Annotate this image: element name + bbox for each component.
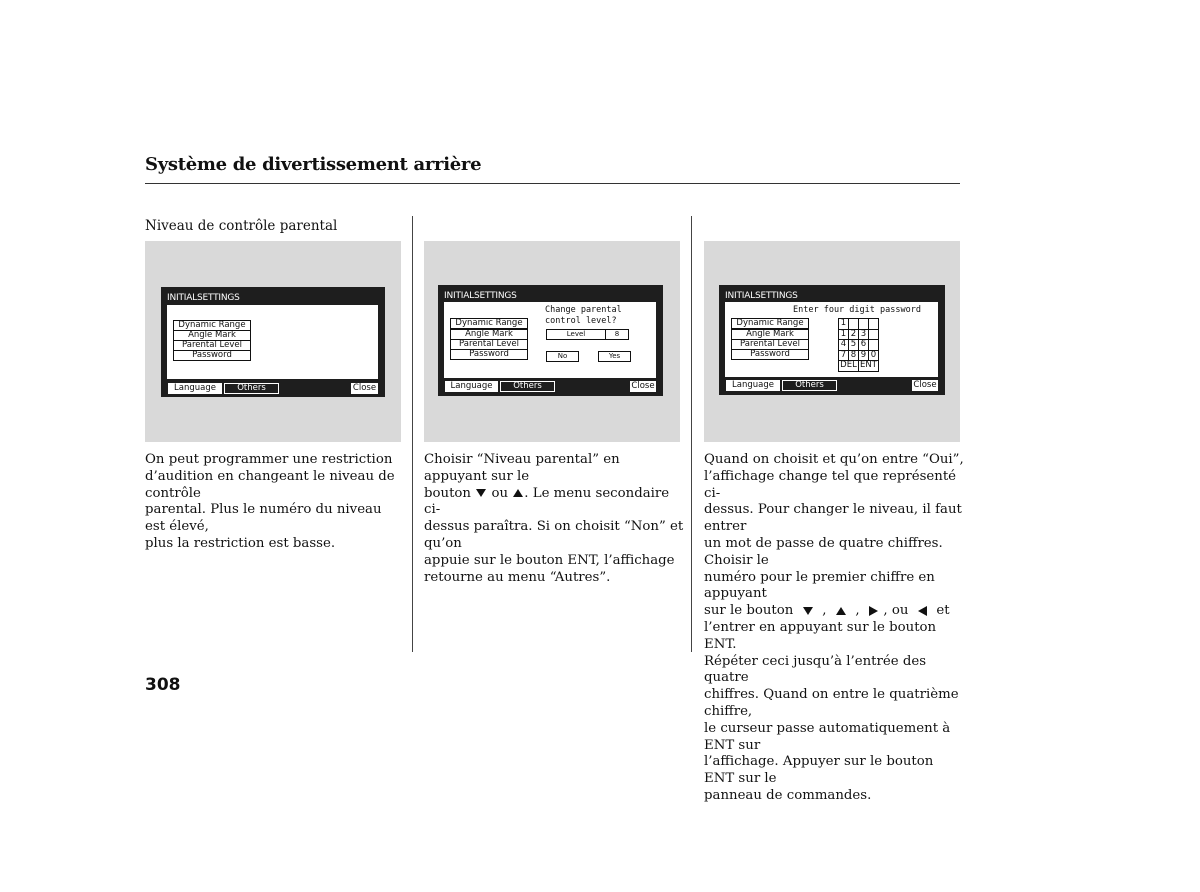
screen-initial-settings bbox=[161, 287, 385, 397]
menu-item-password[interactable]: Password bbox=[173, 350, 251, 361]
keypad-key-7[interactable]: 7 bbox=[839, 350, 849, 361]
menu-item-angle-mark[interactable]: Angle Mark bbox=[173, 330, 251, 341]
figure-panel-2 bbox=[424, 241, 680, 442]
keypad-empty bbox=[869, 340, 879, 351]
screen-body bbox=[444, 302, 656, 378]
close-button[interactable]: Close bbox=[352, 383, 377, 393]
screen-enter-password bbox=[719, 285, 945, 395]
menu-item-dynamic-range[interactable]: Dynamic Range bbox=[450, 318, 528, 329]
others-button[interactable]: Others bbox=[782, 380, 837, 391]
text-line: l’affichage. Appuyer sur le bouton ENT sur le bbox=[704, 754, 934, 787]
text-fragment: bouton bbox=[424, 485, 471, 501]
menu-item-password[interactable]: Password bbox=[450, 349, 528, 360]
menu-item-password[interactable]: Password bbox=[731, 349, 809, 360]
keypad-key-2[interactable]: 2 bbox=[849, 329, 859, 340]
menu-item-dynamic-range[interactable]: Dynamic Range bbox=[731, 318, 809, 329]
keypad-del[interactable]: DEL bbox=[840, 360, 857, 371]
down-arrow-icon bbox=[803, 607, 813, 615]
text-fragment: , bbox=[822, 603, 827, 619]
others-button[interactable]: Others bbox=[500, 381, 555, 392]
text-line: numéro pour le premier chiffre en appuyant bbox=[704, 569, 935, 602]
text-line: l’affichage change tel que représenté ci- bbox=[704, 468, 957, 501]
text-fragment: ou bbox=[491, 485, 509, 501]
up-arrow-icon bbox=[513, 489, 523, 497]
paragraph-col-3 bbox=[704, 452, 966, 805]
menu-item-parental-level[interactable]: Parental Level bbox=[173, 340, 251, 351]
yes-button[interactable]: Yes bbox=[598, 351, 631, 362]
right-arrow-icon bbox=[869, 606, 878, 616]
text-line: plus la restriction est basse. bbox=[145, 535, 336, 551]
text-line: appuie sur le bouton ENT, l’affichage bbox=[424, 552, 675, 568]
language-button[interactable]: Language bbox=[726, 380, 780, 391]
prompt-line-2: control level? bbox=[545, 316, 617, 326]
menu-item-parental-level[interactable]: Parental Level bbox=[731, 339, 809, 350]
menu-item-angle-mark[interactable]: Angle Mark bbox=[450, 329, 528, 340]
text-line: parental. Plus le numéro du niveau est élevé, bbox=[145, 502, 382, 535]
keypad-key-8[interactable]: 8 bbox=[849, 350, 859, 361]
text-line: dessus paraîtra. Si on choisit “Non” et qu’on bbox=[424, 519, 684, 551]
screen-title: INITIALSETTINGS bbox=[444, 291, 517, 301]
text-line bbox=[704, 603, 966, 620]
text-line: Répéter ceci jusqu’à l’entrée des quatre bbox=[704, 653, 927, 686]
text-line: d’audition en changeant le niveau de contrôle bbox=[145, 468, 395, 501]
text-line: chiffres. Quand on entre le quatrième chiffre, bbox=[704, 687, 959, 719]
text-line: l’entrer en appuyant sur le bouton ENT. bbox=[704, 619, 937, 652]
language-button[interactable]: Language bbox=[445, 381, 498, 392]
text-line bbox=[424, 486, 686, 520]
text-line: dessus. Pour changer le niveau, il faut entrer bbox=[704, 502, 962, 535]
text-line: Choisir “Niveau parental” en appuyant sur le bbox=[424, 452, 620, 484]
figure-caption: Niveau de contrôle parental bbox=[145, 218, 338, 234]
up-arrow-icon bbox=[836, 607, 846, 615]
left-arrow-icon bbox=[918, 606, 927, 616]
text-fragment: sur le bouton bbox=[704, 603, 794, 619]
keypad-ent[interactable]: ENT bbox=[860, 360, 877, 371]
close-button[interactable]: Close bbox=[913, 380, 937, 390]
text-line: retourne au menu “Autres”. bbox=[424, 569, 611, 585]
password-keypad bbox=[838, 318, 879, 372]
down-arrow-icon bbox=[476, 489, 486, 497]
figure-panel-1 bbox=[145, 241, 401, 442]
keypad-key-9[interactable]: 9 bbox=[859, 350, 869, 361]
keypad-entry bbox=[869, 319, 879, 330]
menu-item-parental-level[interactable]: Parental Level bbox=[450, 339, 528, 350]
text-line: Quand on choisit et qu’on entre “Oui”, bbox=[704, 452, 964, 467]
text-line: un mot de passe de quatre chiffres. Choisir le bbox=[704, 535, 943, 568]
section-title: Système de divertissement arrière bbox=[145, 154, 482, 175]
keypad-key-5[interactable]: 5 bbox=[849, 340, 859, 351]
prompt-line-1: Change parental bbox=[545, 305, 622, 315]
paragraph-col-2 bbox=[424, 452, 686, 586]
text-line: le curseur passe automatiquement à ENT sur bbox=[704, 720, 951, 753]
screen-title: INITIALSETTINGS bbox=[725, 291, 798, 301]
close-button[interactable]: Close bbox=[631, 381, 655, 391]
paragraph-col-1 bbox=[145, 452, 405, 553]
level-value[interactable]: 8 bbox=[605, 329, 629, 340]
column-divider bbox=[691, 216, 692, 652]
screen-body bbox=[725, 302, 938, 377]
text-line: On peut programmer une restriction bbox=[145, 452, 393, 467]
keypad-key-1[interactable]: 1 bbox=[839, 329, 849, 340]
keypad-entry: 1 bbox=[839, 319, 849, 330]
others-button[interactable]: Others bbox=[224, 383, 279, 394]
keypad-key-6[interactable]: 6 bbox=[859, 340, 869, 351]
screen-change-parental bbox=[438, 285, 663, 396]
screen-title: INITIALSETTINGS bbox=[167, 293, 240, 303]
no-button[interactable]: No bbox=[546, 351, 579, 362]
keypad-entry bbox=[859, 319, 869, 330]
text-fragment: , bbox=[855, 603, 860, 619]
keypad-key-4[interactable]: 4 bbox=[839, 340, 849, 351]
level-label: Level bbox=[546, 329, 606, 340]
page-number: 308 bbox=[145, 675, 181, 695]
keypad-entry bbox=[849, 319, 859, 330]
menu-item-angle-mark[interactable]: Angle Mark bbox=[731, 329, 809, 340]
keypad-empty bbox=[869, 329, 879, 340]
text-fragment: . Le menu secondaire ci- bbox=[424, 485, 670, 518]
screen-body bbox=[167, 305, 378, 379]
keypad-key-3[interactable]: 3 bbox=[859, 329, 869, 340]
language-button[interactable]: Language bbox=[168, 383, 222, 394]
text-fragment: et bbox=[936, 603, 950, 619]
menu-item-dynamic-range[interactable]: Dynamic Range bbox=[173, 320, 251, 331]
figure-panel-3 bbox=[704, 241, 960, 442]
column-divider bbox=[412, 216, 413, 652]
keypad-key-0[interactable]: 0 bbox=[869, 350, 879, 361]
text-line: panneau de commandes. bbox=[704, 787, 872, 803]
title-rule bbox=[145, 183, 960, 184]
text-fragment: , ou bbox=[883, 603, 909, 619]
password-prompt: Enter four digit password bbox=[793, 305, 921, 315]
